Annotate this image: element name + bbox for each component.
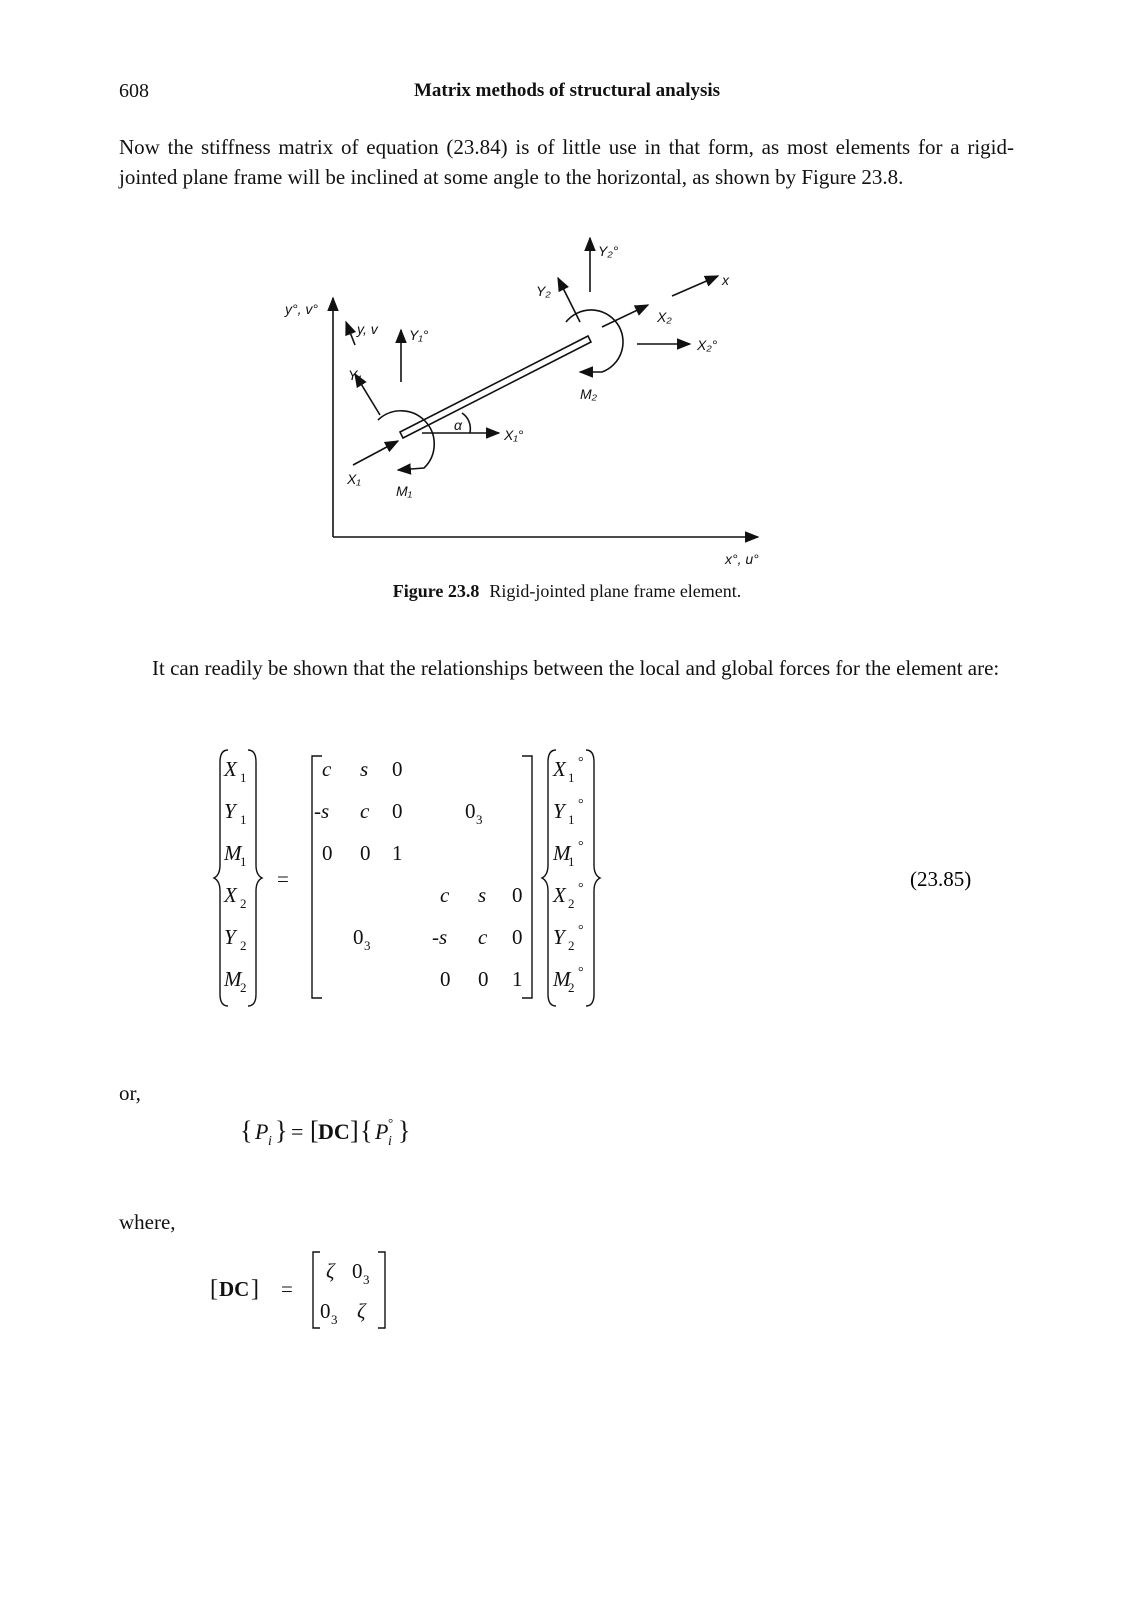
block2-entry: 0 [512,883,523,907]
global-vector-entry-sup: ° [578,881,584,896]
global-vector-entry-sub: 2 [568,938,575,953]
label-y2-global: Y₂° [598,243,619,259]
frame-element-bar [400,336,591,438]
block2-entry: 0 [512,925,523,949]
x1-local-arrow [353,441,398,465]
label-x2-global: X₂° [697,337,718,353]
local-vector-entry-sub: 2 [240,980,247,995]
dc-zeta-11: ζ [326,1259,335,1283]
global-vector-entry-sup: ° [578,923,584,938]
bracket-open-dc: [ [310,1116,319,1145]
dc-bracket-right [378,1252,385,1328]
label-m1: M₁ [396,483,413,499]
label-local-x: x [722,272,729,288]
label-x1-global: X₁° [504,427,524,443]
local-vector-entry: M [224,841,242,865]
bracket-close-dc: ] [350,1116,359,1145]
brace-close-1: } [275,1116,288,1145]
zero-block-lower-sub: 3 [364,938,371,953]
global-vector-entry: Y [553,799,565,823]
zero-block-lower: 0 [353,925,364,949]
label-or: or, [119,1081,141,1105]
label-y1-global: Y₁° [409,327,429,343]
global-vector-entry: X [553,883,566,907]
global-vector-entry-sup: ° [578,965,584,980]
global-vector-entry: X [553,757,566,781]
dc-bracket-r: ] [251,1276,259,1302]
rhs-p-sup: ° [388,1115,394,1130]
brace-open-2: { [360,1116,373,1145]
block2-entry: 0 [478,967,489,991]
label-global-y: y°, v° [285,301,318,317]
block1-entry: 0 [322,841,333,865]
global-vector-entry: Y [553,925,565,949]
global-vector-entry-sub: 1 [568,770,575,785]
dc-bracket-left [313,1252,320,1328]
block1-entry: 0 [392,757,403,781]
equals-p: = [291,1119,304,1144]
global-vector-entry-sub: 2 [568,896,575,911]
label-x1: X₁ [347,471,361,487]
global-vector-entry: M [553,841,571,865]
global-vector-entry-sup: ° [578,839,584,854]
page-number: 608 [119,80,149,102]
block1-entry: c [360,799,370,823]
label-y1: Y₁ [348,367,362,383]
dc-lhs: DC [219,1277,250,1301]
label-alpha: α [454,417,462,433]
figure-23-8 [0,0,1134,640]
block1-entry: -s [314,799,330,823]
local-vector-entry-sub: 1 [240,854,247,869]
local-vector-entry-sub: 2 [240,896,247,911]
label-where: where, [119,1210,176,1234]
figure-caption [0,581,1134,602]
angle-arc [462,413,470,433]
m2-moment-arc [566,310,623,372]
block1-entry: 1 [392,841,403,865]
dc-zero-12-sub: 3 [363,1272,370,1287]
dc-bracket-l: [ [210,1276,218,1302]
local-vector-entry: Y [224,925,236,949]
dc-zero-12: 0 [352,1259,363,1283]
block2-entry: -s [432,925,448,949]
global-vector-entry: M [553,967,571,991]
global-vector-entry-sub: 1 [568,812,575,827]
label-y2: Y₂ [536,283,551,299]
dc-zero-21: 0 [320,1299,331,1323]
dc-equals: = [281,1277,293,1301]
block2-entry: 0 [440,967,451,991]
block1-entry: s [360,757,369,781]
paragraph-relationship: It can readily be shown that the relationships between the local and global forces for the element are: [152,656,1000,680]
equation-dc-definition [0,1240,600,1340]
block1-entry: 0 [360,841,371,865]
zero-block-upper-sub: 3 [476,812,483,827]
block1-entry: c [322,757,332,781]
caption-text: Rigid-jointed plane frame element. [489,581,742,601]
paragraph-intro: Now the stiffness matrix of equation (23.84) is of little use in that form, as most elements for a rigid-jointed plane frame will be inclined at some angle to the horizontal, as shown by Figure 23.8. [119,135,1014,189]
local-vector-entry-sub: 1 [240,812,247,827]
block2-entry: c [440,883,450,907]
lhs-p: P [255,1119,269,1144]
global-vector-brace-right [586,750,600,1006]
equation-equals: = [277,867,289,891]
local-vector-brace-right [248,750,262,1006]
dc-zero-21-sub: 3 [331,1312,338,1327]
local-y-arrow [346,322,355,345]
brace-open-1: { [240,1116,253,1145]
transform-matrix-bracket-right [522,756,532,998]
global-vector-entry-sub: 1 [568,854,575,869]
equation-23-85 [0,740,1134,1030]
rhs-p: P [375,1119,389,1144]
global-vector-entry-sub: 2 [568,980,575,995]
block1-entry: 0 [392,799,403,823]
dc-zeta-22: ζ [357,1299,366,1323]
y2-local-arrow [558,278,580,322]
transform-matrix-bracket-left [312,756,322,998]
local-vector-entry: X [224,883,237,907]
local-vector-entry: M [224,967,242,991]
local-vector-entry-sub: 2 [240,938,247,953]
dc-matrix: DC [318,1119,350,1144]
local-vector-entry: Y [224,799,236,823]
rhs-p-sub: i [388,1134,392,1149]
brace-close-2: } [398,1116,411,1145]
label-local-y: y, v [357,321,378,337]
local-vector-entry: X [224,757,237,781]
caption-label: Figure 23.8 [392,581,480,601]
equation-p-dc [0,1105,600,1165]
lhs-p-sub: i [268,1134,272,1149]
local-vector-entry-sub: 1 [240,770,247,785]
local-x-arrow [672,276,718,296]
label-x2: X₂ [657,309,672,325]
label-global-x: x°, u° [725,551,759,567]
block2-entry: 1 [512,967,523,991]
block2-entry: s [478,883,487,907]
zero-block-upper: 0 [465,799,476,823]
equation-number: (23.85) [910,867,972,891]
global-vector-entry-sup: ° [578,755,584,770]
global-vector-entry-sup: ° [578,797,584,812]
running-title: Matrix methods of structural analysis [413,80,721,101]
label-m2: M₂ [580,386,598,402]
block2-entry: c [478,925,488,949]
